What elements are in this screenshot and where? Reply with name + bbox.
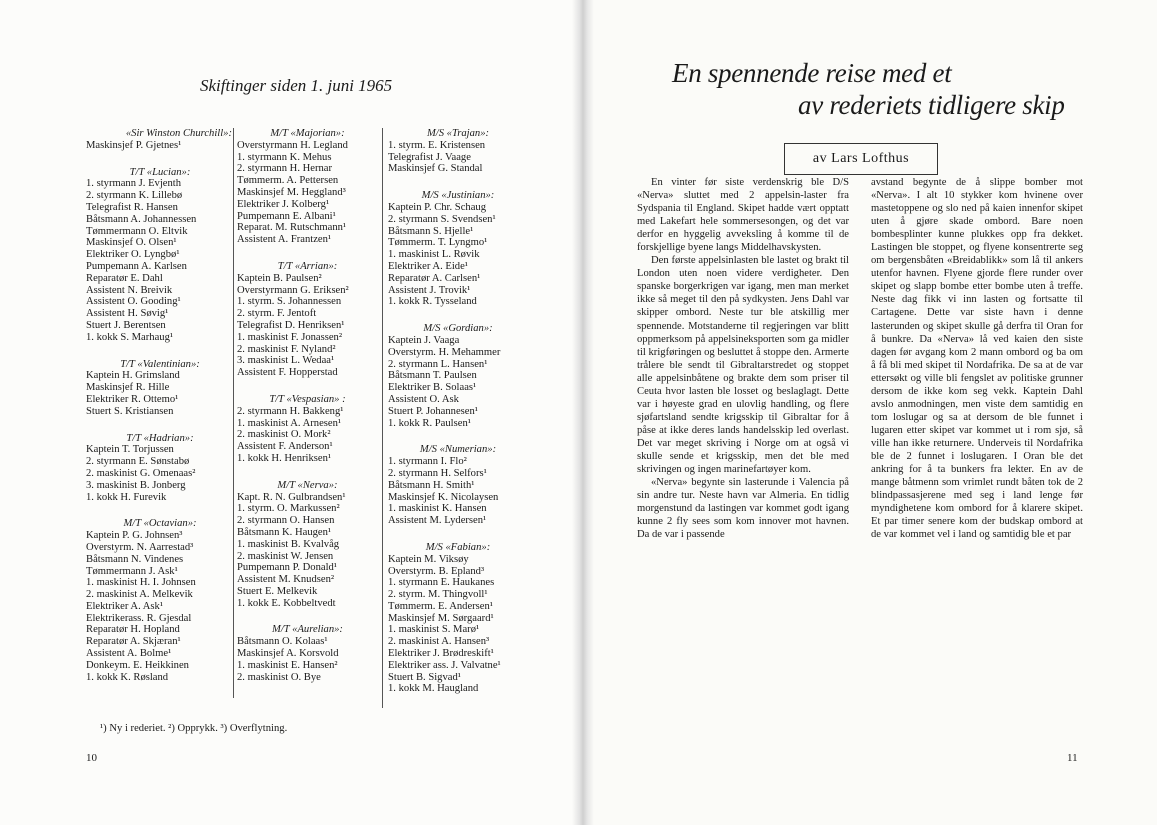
article-byline: av Lars Lofthus <box>784 143 938 175</box>
crew-entry: Stuert P. Johannesen¹ <box>388 405 478 417</box>
crew-entry: Kaptein P. Chr. Schaug <box>388 201 486 213</box>
crew-entry: Båtsmann A. Johannessen <box>86 213 197 225</box>
crew-entry: Elektriker J. Brødreskift¹ <box>388 648 494 660</box>
crew-entry: Elektriker O. Lyngbø¹ <box>86 249 180 261</box>
crew-entry: 2. styrmann K. Lillebø <box>86 190 183 202</box>
crew-entry: Assistent M. Lydersen¹ <box>388 515 487 527</box>
ship-name: T/T «Vespasian» : <box>269 393 346 405</box>
crew-entry: Stuert J. Berentsen <box>86 319 166 331</box>
crew-entry: Tømmerm. T. Lyngmo¹ <box>388 237 488 249</box>
crew-entry: 2. maskinist F. Nyland² <box>237 343 336 355</box>
ship-crew-group <box>237 128 378 246</box>
crew-entry: Tømmerm. A. Pettersen <box>237 175 339 187</box>
crew-entry: 1. kokk R. Tysseland <box>388 296 477 308</box>
crew-entry: Maskinsjef R. Hille <box>86 382 170 394</box>
crew-entry: 1. styrm. E. Kristensen <box>388 139 486 151</box>
crew-entry: Tømmermann O. Eltvik <box>86 225 188 237</box>
article-paragraph: Den første appelsinlasten ble lastet og brakt til London uten noen videre verdigheter. Den spanske borgerkrigen var igang, men man merket ikke så meget til den på sydkysten. Jens Dahl var skipper ombord. Neste tur ble atskillig mer spennende. Motstanderne til regjeringen var blitt oppmerksom på appelsineksporten som ga midler til krigføringen og besluttet å stoppe den. Armerte trålere ble sendt til Gibraltarstredet og stoppet alle appelsinbåtene og brakte dem som priser til Ceuta hvor lasten ble losset og beslaglagt. Dette var i høyeste grad en ulovlig handling, og flere sjøfartsland sendte krigsskip til Gibraltar for å påse at ikke deres lands handelsskip led overlast. Det var meget skriving i Norge om at også vi skulle sende et krigsskip, men det ble med skrivingen og ingen marinefartøyer kom. <box>637 255 849 476</box>
crew-entry: Assistent F. Hopperstad <box>237 367 338 379</box>
crew-entry: Telegrafist D. Henriksen¹ <box>237 319 345 331</box>
ship-name: M/S «Fabian»: <box>425 541 491 553</box>
article-paragraph: En vinter før siste verdenskrig ble D/S «Nerva» sluttet med 2 appelsin-laster fra Sydspania til England. Skipet hadde vært opptatt med Lakefart hele sommersesongen, og det var derfor en hyggelig avveksling å komme til de forskjellige byene langs Middelhavskysten. <box>637 177 849 254</box>
crew-entry: 3. maskinist B. Jonberg <box>86 479 186 491</box>
crew-entry: Maskinsjef P. Gjetnes¹ <box>86 139 182 151</box>
article-title-line-1: En spennende reise med et <box>672 58 952 88</box>
crew-entry: 2. styrm. M. Thingvoll¹ <box>388 589 488 601</box>
crew-entry: 2. maskinist O. Mork² <box>237 429 331 441</box>
crew-entry: Reparatør E. Dahl <box>86 272 163 284</box>
ship-name: M/T «Aurelian»: <box>272 624 343 636</box>
ship-name: M/S «Trajan»: <box>426 128 490 139</box>
crew-entry: 2. maskinist O. Bye <box>237 671 321 683</box>
ship-name: M/S «Gordian»: <box>423 323 493 335</box>
crew-entry: Overstyrmann H. Legland <box>237 139 348 151</box>
ship-name: M/T «Nerva»: <box>277 479 338 491</box>
ship-crew-group <box>237 624 378 683</box>
crew-entry: Assistent A. Bolme¹ <box>86 648 172 660</box>
crew-entry: 2. maskinist A. Melkevik <box>86 589 193 601</box>
ship-crew-group <box>86 433 234 504</box>
ship-crew-group <box>237 480 378 610</box>
crew-entry: Elektriker J. Kolberg¹ <box>237 198 330 210</box>
crew-entry: 2. maskinist A. Hansen³ <box>388 636 490 648</box>
crew-entry: Båtsmann K. Haugen¹ <box>237 526 332 538</box>
crew-entry: 1. maskinist B. Kvalvåg <box>237 538 340 550</box>
crew-entry: Elektriker A. Ask¹ <box>86 600 164 612</box>
crew-entry: Reparat. M. Rutschmann¹ <box>237 222 347 234</box>
column-divider <box>382 128 383 708</box>
crew-entry: Overstyrm. H. Mehammer <box>388 346 501 358</box>
ship-crew-group <box>237 261 378 379</box>
crew-entry: Elektriker ass. J. Valvatne¹ <box>388 659 501 671</box>
crew-entry: Overstyrm. N. Aarrestad³ <box>86 541 194 553</box>
crew-entry: Telegrafist R. Hansen <box>86 201 178 213</box>
crew-entry: Elektriker B. Solaas¹ <box>388 382 477 394</box>
ship-name: T/T «Arrian»: <box>277 260 338 272</box>
crew-entry: Reparatør A. Skjæran¹ <box>86 636 181 648</box>
crew-entry: 1. styrmann J. Evjenth <box>86 178 182 190</box>
ship-crew-group <box>388 128 528 175</box>
crew-entry: 1. styrmann E. Haukanes <box>388 577 495 589</box>
crew-entry: Telegrafist J. Vaage <box>388 151 471 163</box>
crew-entry: Kaptein P. G. Johnsen³ <box>86 530 183 542</box>
crew-entry: 1. styrm. S. Johannessen <box>237 296 342 308</box>
ship-name: T/T «Hadrian»: <box>126 432 194 444</box>
crew-entry: 3. maskinist L. Wedaa¹ <box>237 355 335 367</box>
crew-entry: 1. kokk H. Henriksen¹ <box>237 452 332 464</box>
crew-entry: Båtsmann H. Smith¹ <box>388 479 475 491</box>
crew-entry: Pumpemann A. Karlsen <box>86 260 187 272</box>
ship-crew-group <box>86 167 234 344</box>
crew-entry: Maskinsjef K. Nicolaysen <box>388 491 499 503</box>
crew-entry: Assistent M. Knudsen² <box>237 574 335 586</box>
crew-entry: Assistent H. Søvig¹ <box>86 308 169 320</box>
article-title-line-2: av rederiets tidligere skip <box>798 90 1065 120</box>
ship-name: T/T «Valentinian»: <box>120 358 200 370</box>
crew-entry: Assistent O. Ask <box>388 393 459 405</box>
crew-entry: Båtsmann O. Kolaas¹ <box>237 636 328 648</box>
ship-crew-group <box>388 323 528 429</box>
article-paragraph: avstand begynte de å slippe bomber mot «Nerva». I alt 10 stykker kom hvinene over mastetoppene og slo ned på kaien innenfor skipet uten å gjøre skade ombord. Bare noen bombesplinter kunne plukkes opp fra dekket. Lastingen ble stoppet, og flyene konsentrerte seg om bergensbåten «Breidablikk» som lå til ankers utenfor havnen. Flyene gjorde flere runder over skipet og slapp bombe etter bombe uten å treffe. Neste dag fikk vi inn lasten og fortsatte til Cartagene. Dette var siste havn i denne lasterunden og skipet skulle gå derfra til Oran for å bunkre. Da «Nerva» lå ved kaien den siste dagen før avgang kom 2 mann ombord og ba om å få bli med skipet til Nordafrika. De sa at de var ettersøkt og ville bli fengslet av politiske grunner dersom de ikke kom seg vekk. Kaptein Dahl avslo anmodningen, men viste dem samtidig en tom loslugar og sa at dersom de ble funnet i lugaren etter skipet var kommet ut i rom sjø, så ville han ikke returnere. Underveis til Nordafrika ble de 2 funnet i loslugaren. I Oran ble det ankring for å ta bunkers fra lekter. En av de mange båtmenn som vrimlet rundt båten tok de 2 blindpassasjerene med seg i land lenge før myndighetene kom ombord for å klarere skipet. Et par timer senere kom der budskap ombord at de var kommet vel i land og samtidig ble et par <box>871 177 1083 541</box>
crew-entry: 2. styrmann H. Hernar <box>237 163 333 175</box>
crew-entry: 1. maskinist E. Hansen² <box>237 659 338 671</box>
crew-entry: 1. kokk S. Marhaug¹ <box>86 331 174 343</box>
crew-column-2 <box>237 128 378 698</box>
crew-entry: Overstyrmann G. Eriksen² <box>237 284 349 296</box>
crew-entry: Maskinsjef M. Sørgaard¹ <box>388 612 494 624</box>
crew-entry: 1. styrm. O. Markussen² <box>237 503 340 515</box>
crew-entry: 1. kokk H. Furevik <box>86 491 167 503</box>
crew-entry: 2. styrmann L. Hansen¹ <box>388 358 488 370</box>
article-column-1 <box>637 176 849 541</box>
crew-entry: Overstyrm. B. Epland³ <box>388 565 485 577</box>
crew-entry: Maskinsjef O. Olsen¹ <box>86 237 177 249</box>
ship-name: M/S «Numerian»: <box>419 444 497 456</box>
crew-entry: 1. maskinist L. Røvik <box>388 249 480 261</box>
page-gutter <box>572 0 594 825</box>
crew-entry: 1. maskinist F. Jonassen² <box>237 331 343 343</box>
ship-name: M/T «Majorian»: <box>270 128 345 139</box>
crew-entry: 2. styrmann E. Sønstabø <box>86 456 190 468</box>
crew-entry: Maskinsjef A. Korsvold <box>237 648 339 660</box>
crew-entry: Stuert E. Melkevik <box>237 585 318 597</box>
crew-entry: Stuert S. Kristiansen <box>86 405 174 417</box>
ship-crew-group <box>237 394 378 465</box>
crew-entry: 2. styrmann H. Selfors¹ <box>388 467 487 479</box>
crew-entry: Elektrikerass. R. Gjesdal <box>86 612 192 624</box>
crew-entry: 1. maskinist A. Arnesen¹ <box>237 417 342 429</box>
crew-entry: 1. kokk R. Paulsen¹ <box>388 417 471 429</box>
crew-entry: Elektriker A. Eide¹ <box>388 260 468 272</box>
crew-entry: 1. styrmann I. Flo² <box>388 456 467 468</box>
crew-entry: Kaptein B. Paulsen² <box>237 272 322 284</box>
ship-name: M/T «Octavian»: <box>123 518 197 530</box>
crew-entry: 1. styrmann K. Mehus <box>237 151 332 163</box>
ship-crew-group <box>388 444 528 527</box>
crew-entry: 1. kokk M. Haugland <box>388 683 479 695</box>
crew-column-3 <box>388 128 528 710</box>
crew-column-1 <box>86 128 234 698</box>
crew-entry: Båtsmann T. Paulsen <box>388 370 477 382</box>
page-number-left: 10 <box>86 752 97 764</box>
crew-entry: Reparatør H. Hopland <box>86 624 180 636</box>
crew-entry: 1. maskinist S. Marø¹ <box>388 624 480 636</box>
ship-crew-group <box>388 190 528 308</box>
crew-entry: 2. styrmann O. Hansen <box>237 515 335 527</box>
crew-entry: 2. maskinist W. Jensen <box>237 550 334 562</box>
crew-entry: Pumpemann P. Donald¹ <box>237 562 337 574</box>
crew-entry: Maskinsjef G. Standal <box>388 163 483 175</box>
ship-name: T/T «Lucian»: <box>129 166 191 178</box>
page-number-right: 11 <box>1067 752 1078 764</box>
crew-entry: Maskinsjef M. Heggland³ <box>237 186 346 198</box>
crew-entry: Kaptein T. Torjussen <box>86 444 174 456</box>
crew-entry: 1. maskinist K. Hansen <box>388 503 487 515</box>
crew-entry: Båtsmann S. Hjelle¹ <box>388 225 474 237</box>
crew-entry: Kapt. R. N. Gulbrandsen¹ <box>237 491 346 503</box>
crew-changes-title: Skiftinger siden 1. juni 1965 <box>200 76 393 95</box>
crew-entry: 2. styrmann S. Svendsen¹ <box>388 213 496 225</box>
crew-entry: Tømmermann J. Ask¹ <box>86 565 178 577</box>
crew-entry: Pumpemann E. Albani¹ <box>237 210 336 222</box>
crew-entry: 2. styrm. F. Jentoft <box>237 308 317 320</box>
crew-entry: Kaptein J. Vaaga <box>388 334 460 346</box>
crew-entry: 2. styrmann H. Bakkeng¹ <box>237 405 344 417</box>
crew-entry: Assistent F. Anderson¹ <box>237 441 333 453</box>
ship-crew-group <box>86 359 234 418</box>
crew-entry: Reparatør A. Carlsen¹ <box>388 272 481 284</box>
article-paragraph: «Nerva» begynte sin lasterunde i Valencia på sin andre tur. Neste havn var Almeria. En tidlig morgenstund da lastingen var kommet godt igang kunne 2 fly sees som kom innover mot havnen. Da de var i passende <box>637 477 849 541</box>
crew-entry: Assistent J. Trovik¹ <box>388 284 471 296</box>
ship-name: «Sir Winston Churchill»: <box>125 128 232 139</box>
column-divider <box>233 128 234 698</box>
crew-entry: 1. kokk K. Røsland <box>86 671 169 683</box>
crew-entry: Tømmerm. E. Andersen¹ <box>388 600 493 612</box>
crew-entry: Kaptein H. Grimsland <box>86 370 180 382</box>
crew-entry: Assistent A. Frantzen¹ <box>237 234 332 246</box>
ship-name: M/S «Justinian»: <box>421 190 495 202</box>
crew-entry: Donkeym. E. Heikkinen <box>86 659 189 671</box>
article-column-2 <box>871 176 1083 541</box>
ship-crew-group <box>388 542 528 695</box>
crew-entry: 2. maskinist G. Omenaas² <box>86 467 196 479</box>
crew-entry: Kaptein M. Viksøy <box>388 553 469 565</box>
crew-entry: Båtsmann N. Vindenes <box>86 553 184 565</box>
footnote: ¹) Ny i rederiet. ²) Opprykk. ³) Overflytning. <box>100 723 288 734</box>
crew-entry: 1. kokk E. Kobbeltvedt <box>237 597 336 609</box>
crew-entry: 1. maskinist H. I. Johnsen <box>86 577 196 589</box>
crew-entry: Assistent N. Breivik <box>86 284 173 296</box>
crew-entry: Stuert B. Sigvad¹ <box>388 671 461 683</box>
ship-crew-group <box>86 128 234 152</box>
ship-crew-group <box>86 518 234 683</box>
crew-entry: Elektriker R. Ottemo¹ <box>86 393 179 405</box>
crew-entry: Assistent O. Gooding¹ <box>86 296 181 308</box>
